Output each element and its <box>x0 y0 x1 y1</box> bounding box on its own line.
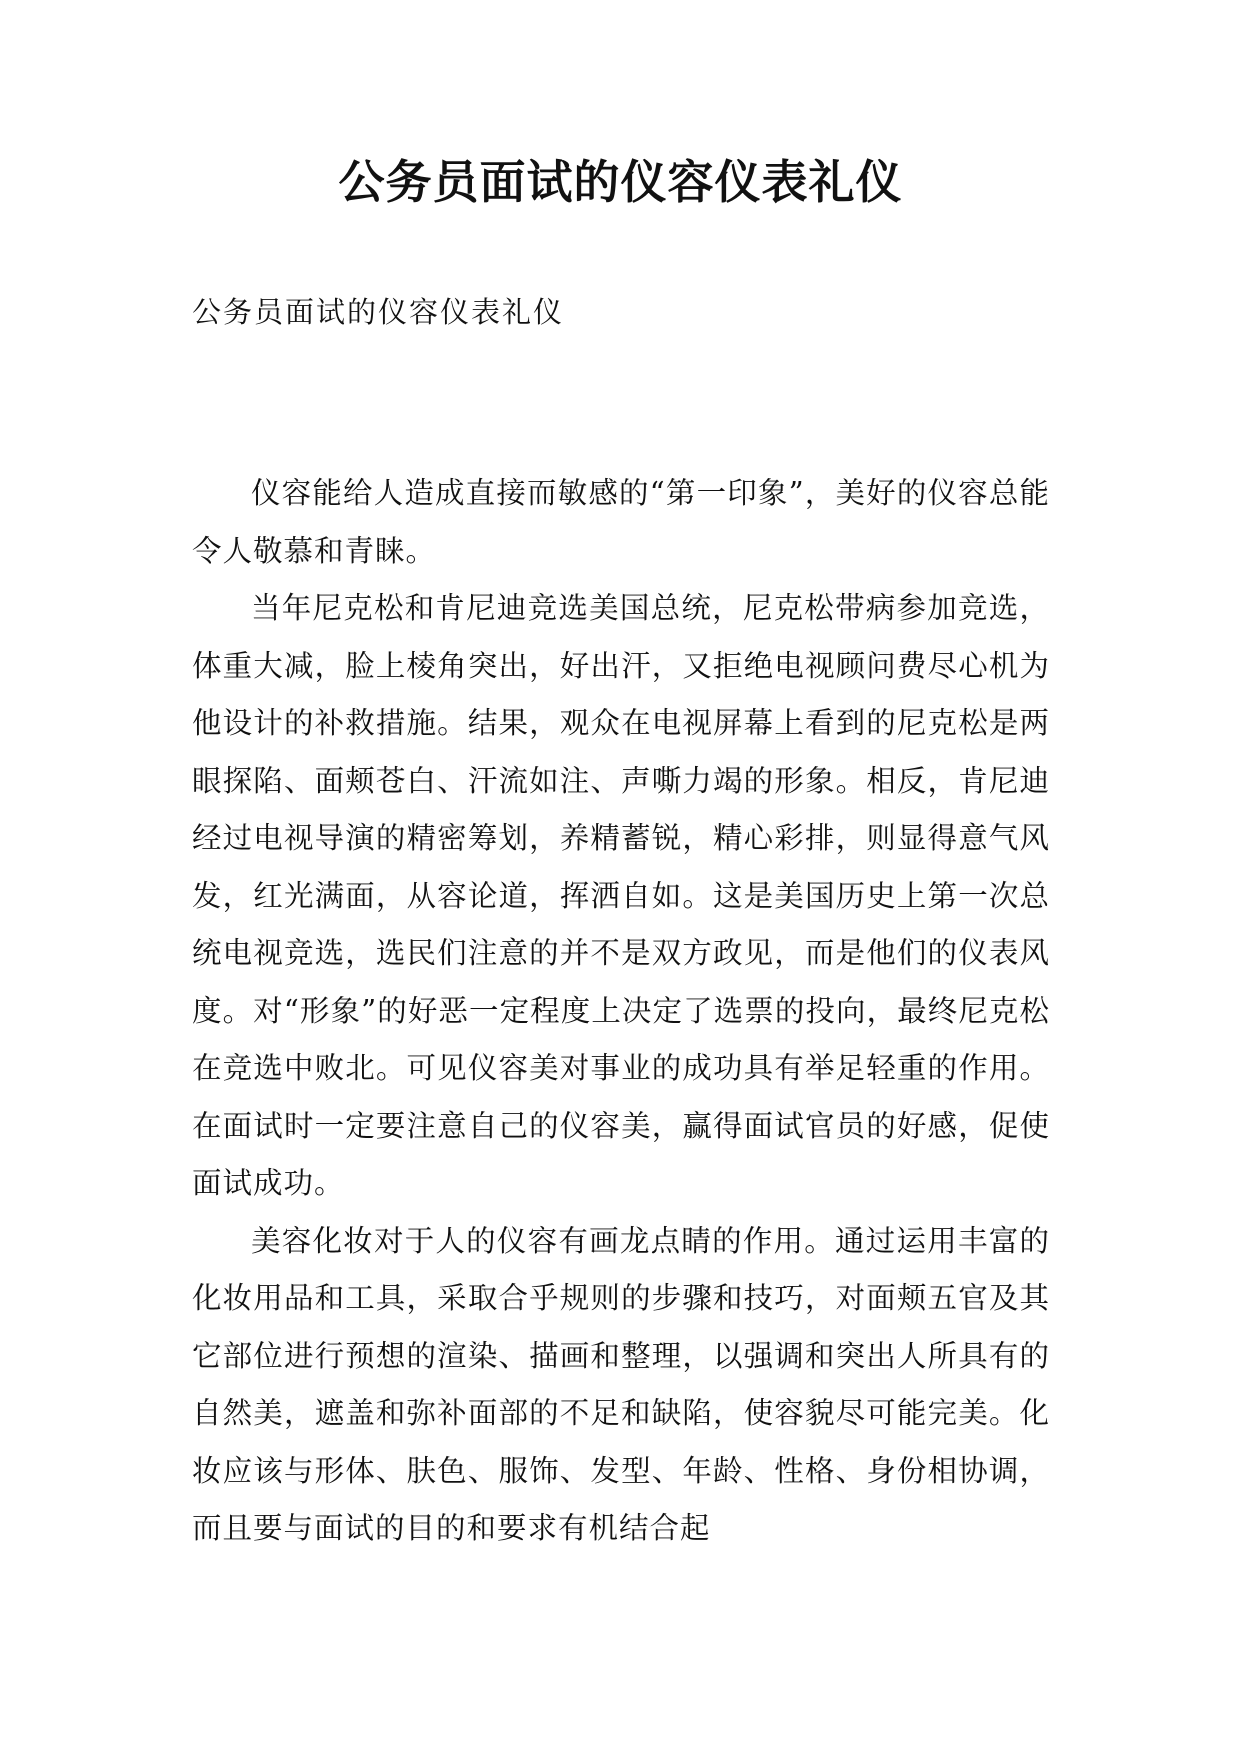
document-title: 公务员面试的仪容仪表礼仪 <box>338 155 903 209</box>
paragraph-3: 美容化妆对于人的仪容有画龙点睛的作用。通过运用丰富的化妆用品和工具，采取合乎规则的步骤和技巧，对面颊五官及其它部位进行预想的渲染、描画和整理，以强调和突出人所具有的自然美，遮盖和弥补面部的不足和缺陷，使容貌尽可能完美。化妆应该与形体、肤色、服饰、发型、年龄、性格、身份相协调，而且要与面试的目的和要求有机结合起 <box>192 1223 1050 1545</box>
document-subtitle: 公务员面试的仪容仪表礼仪 <box>192 295 565 329</box>
paragraph-2: 当年尼克松和肯尼迪竞选美国总统，尼克松带病参加竞选，体重大减，脸上棱角突出，好出汗，又拒绝电视顾问费尽心机为他设计的补救措施。结果，观众在电视屏幕上看到的尼克松是两眼探陷、面颊苍白、汗流如注、声嘶力竭的形象。相反，肯尼迪经过电视导演的精密筹划，养精蓄锐，精心彩排，则显得意气风发，红光满面，从容论道，挥洒自如。这是美国历史上第一次总统电视竞选，选民们注意的并不是双方政见，而是他们的仪表风度。对“形象”的好恶一定程度上决定了选票的投向，最终尼克松在竞选中败北。可见仪容美对事业的成功具有举足轻重的作用。在面试时一定要注意自己的仪容美，赢得面试官员的好感，促使面试成功。 <box>192 591 1050 1200</box>
paragraph-1: 仪容能给人造成直接而敏感的“第一印象”，美好的仪容总能令人敬慕和青睐。 <box>192 476 1050 568</box>
document-body <box>192 465 1050 1558</box>
